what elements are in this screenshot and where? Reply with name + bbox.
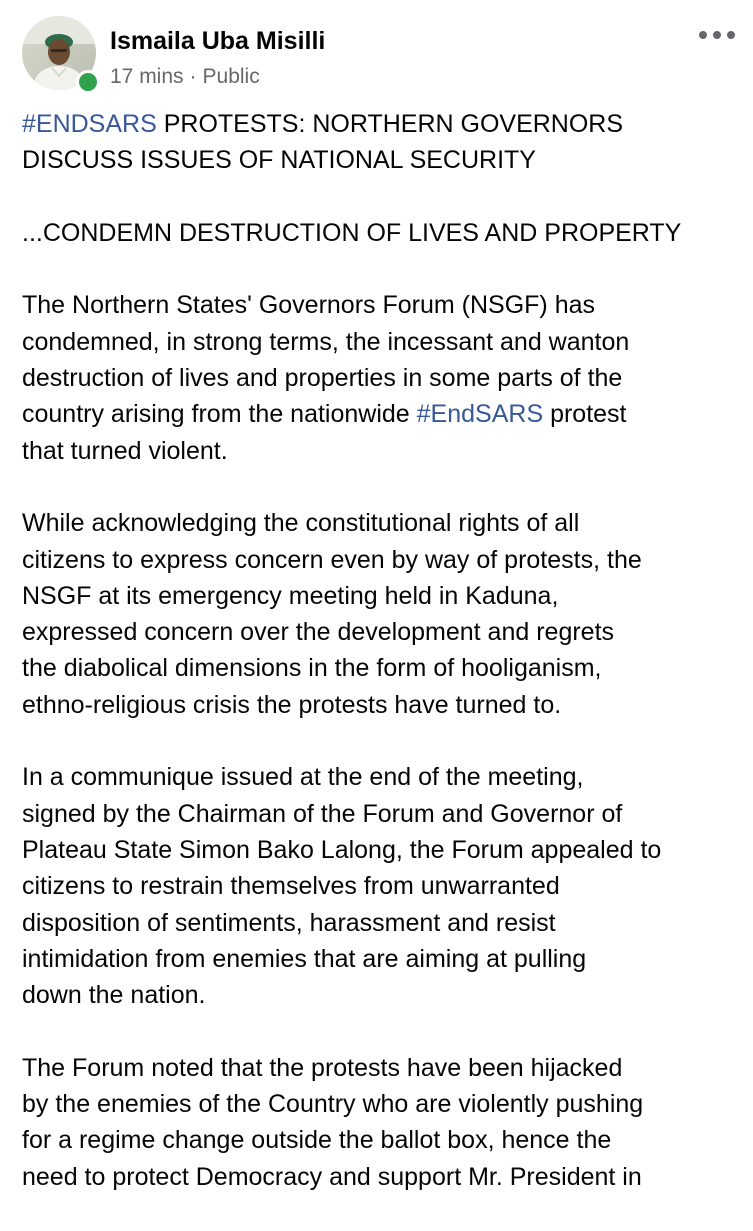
paragraph-line: citizens to restrain themselves from unwarranted <box>22 872 560 901</box>
post-meta <box>110 62 260 92</box>
paragraph-line: destruction of lives and properties in some parts of the <box>22 364 623 393</box>
post-subheadline <box>22 215 747 251</box>
paragraph-line: expressed concern over the development and regrets <box>22 618 615 647</box>
paragraph-line: intimidation from enemies that are aiming at pulling <box>22 944 587 973</box>
paragraph-line: The Northern States' Governors Forum (NSGF) has <box>22 291 596 320</box>
paragraph-line <box>22 396 747 432</box>
more-options-icon[interactable] <box>696 20 738 50</box>
headline-text: PROTESTS: NORTHERN GOVERNORS <box>156 110 624 138</box>
dot <box>727 31 735 39</box>
post-paragraph <box>22 759 747 1013</box>
paragraph-text: protest <box>543 400 627 429</box>
headline-line: DISCUSS ISSUES OF NATIONAL SECURITY <box>22 146 536 175</box>
paragraph-line: disposition of sentiments, harassment and resist <box>22 908 556 937</box>
paragraph-line: by the enemies of the Country who are violently pushing <box>22 1090 644 1119</box>
paragraph-text: country arising from the nationwide <box>22 400 417 429</box>
post-timestamp[interactable]: 17 mins <box>110 65 184 88</box>
post-body <box>22 106 747 1231</box>
paragraph-line: condemned, in strong terms, the incessant and wanton <box>22 327 630 356</box>
meta-separator: · <box>189 65 197 88</box>
paragraph-line: NSGF at its emergency meeting held in Kaduna, <box>22 581 559 610</box>
post-paragraph <box>22 287 747 468</box>
dot <box>713 31 721 39</box>
dot <box>699 31 707 39</box>
audience-label: Public <box>202 65 260 88</box>
paragraph-line: ethno-religious crisis the protests have turned to. <box>22 690 562 719</box>
post-headline <box>22 106 747 179</box>
paragraph-line: Plateau State Simon Bako Lalong, the Forum appealed to <box>22 835 662 864</box>
author-avatar[interactable] <box>22 16 96 90</box>
paragraph-line: that turned violent. <box>22 436 228 465</box>
paragraph-line: citizens to express concern even by way of protests, the <box>22 545 642 574</box>
paragraph-line: for a regime change outside the ballot box, hence the <box>22 1126 612 1155</box>
paragraph-line: The Forum noted that the protests have been hijacked <box>22 1053 623 1082</box>
headline-line <box>22 106 747 142</box>
paragraph-line: down the nation. <box>22 981 206 1010</box>
paragraph-line: need to protect Democracy and support Mr. President in <box>22 1162 642 1191</box>
paragraph-line: signed by the Chairman of the Forum and Governor of <box>22 799 623 828</box>
hashtag-link[interactable]: #ENDSARS <box>22 110 157 138</box>
subheadline-text: ...CONDEMN DESTRUCTION OF LIVES AND PROPERTY <box>22 218 682 247</box>
paragraph-line: In a communique issued at the end of the meeting, <box>22 763 584 792</box>
online-status-dot <box>76 70 100 94</box>
post-paragraph <box>22 505 747 723</box>
paragraph-line: While acknowledging the constitutional rights of all <box>22 509 580 538</box>
author-name[interactable]: Ismaila Uba Misilli <box>110 27 326 55</box>
post-header <box>0 0 753 100</box>
paragraph-line: the diabolical dimensions in the form of hooliganism, <box>22 654 602 683</box>
hashtag-link[interactable]: #EndSARS <box>416 400 544 429</box>
post-paragraph <box>22 1050 747 1195</box>
